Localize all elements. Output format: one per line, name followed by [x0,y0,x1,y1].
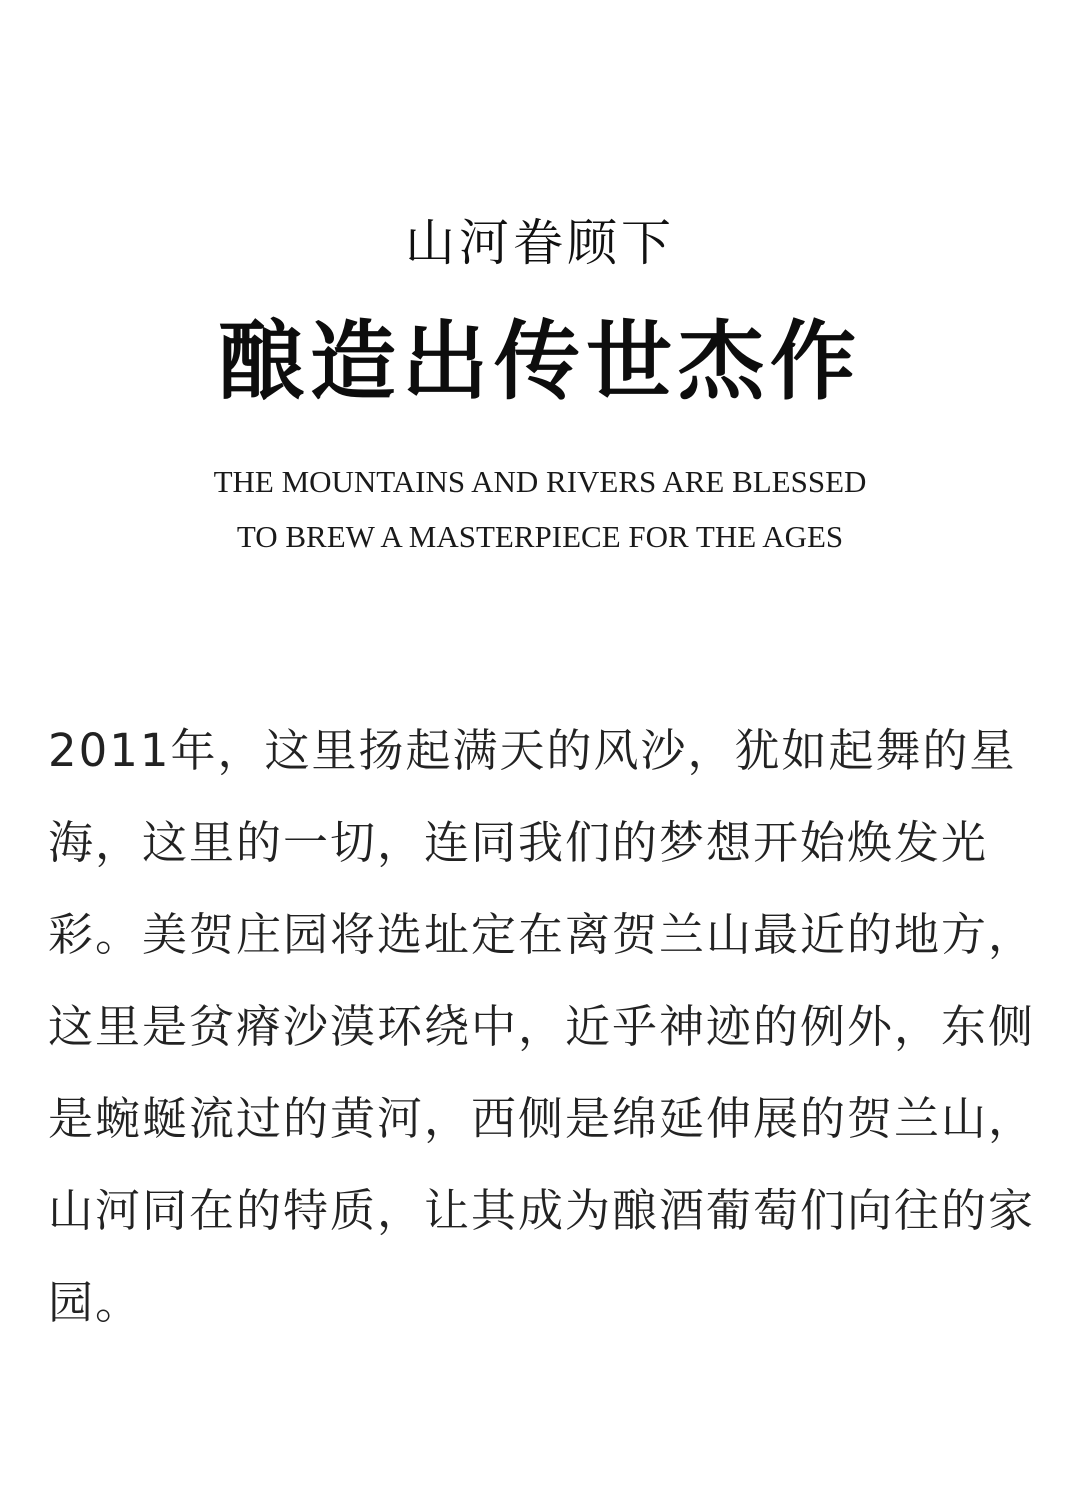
page-title: 酿造出传世杰作 [218,311,862,412]
english-tagline-line-2: TO BREW A MASTERPIECE FOR THE AGES [236,519,844,554]
english-tagline-line-1: THE MOUNTAINS AND RIVERS ARE BLESSED [213,464,867,499]
page-subtitle: 山河眷顾下 [405,214,675,272]
body-paragraph: 2011年，这里扬起满天的风沙，犹如起舞的星海，这里的一切，连同我们的梦想开始焕发光彩。美贺庄园将选址定在离贺兰山最近的地方，这里是贫瘠沙漠环绕中，近乎神迹的例外，东侧是蜿蜒流过的黄河，西侧是绵延伸展的贺兰山，山河同在的特质，让其成为酿酒葡萄们向往的家园。 [48,724,1036,1329]
